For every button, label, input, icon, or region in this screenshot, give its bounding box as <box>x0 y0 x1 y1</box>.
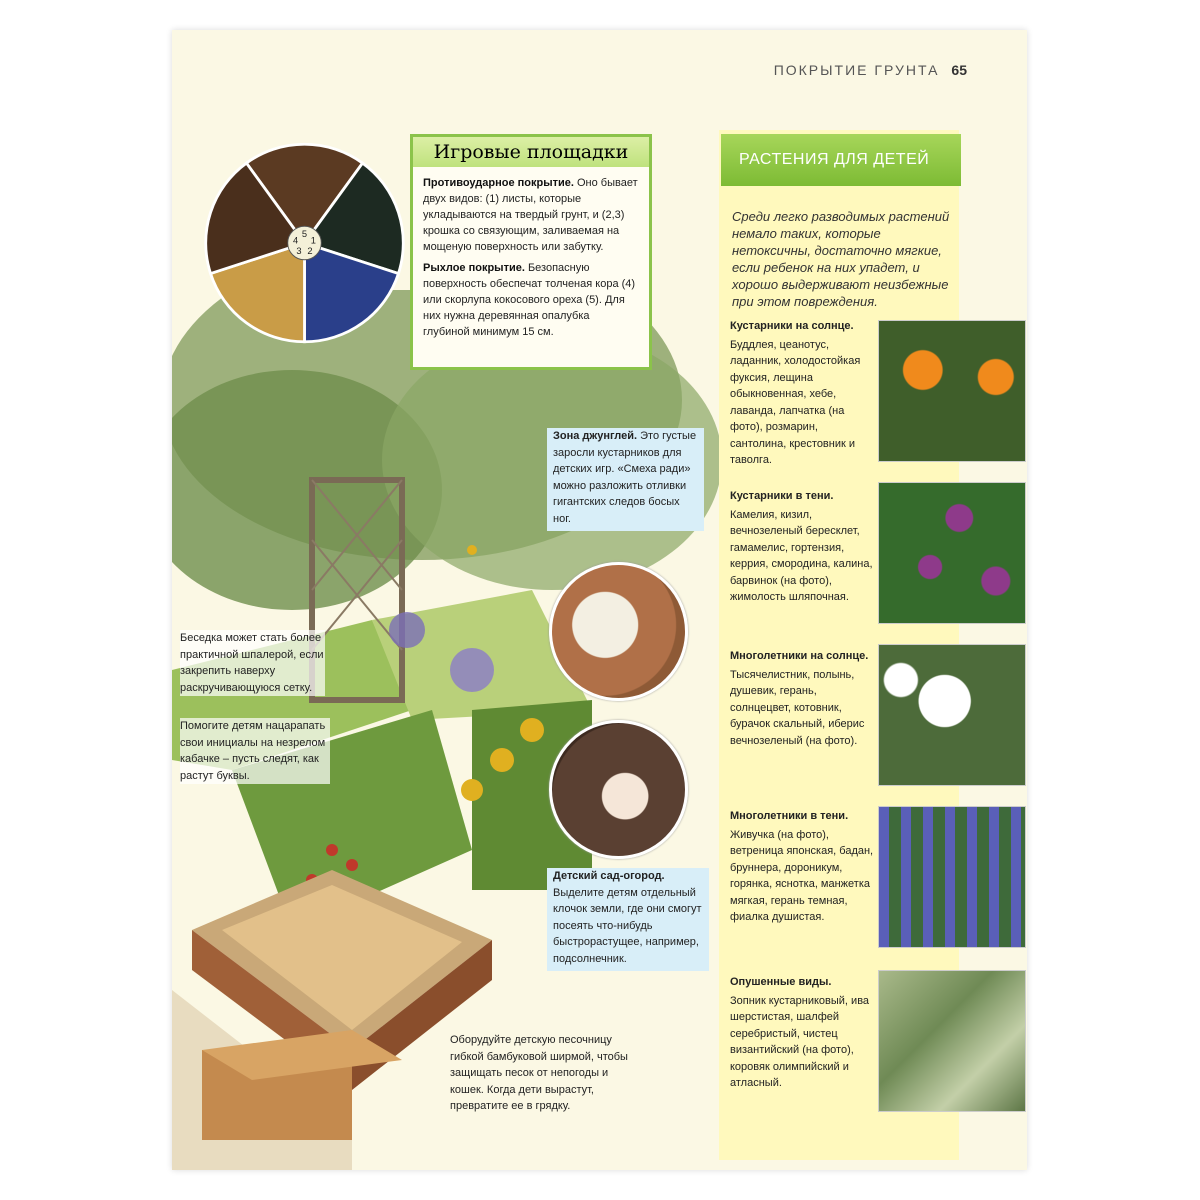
plant-group-heading: Многолетники в тени. <box>730 810 849 822</box>
loose-surface-paragraph <box>423 260 639 340</box>
garden-text: Выделите детям отдельный клочок земли, где они смогут посеять что-нибудь быстрорастущее, например, подсолнечник. <box>553 886 702 965</box>
plant-group-text: Зопник кустарниковый, ива шерстистая, шалфей серебристый, чистец византийский (на фото), коровяк олимпийский и атласный. <box>730 994 870 1089</box>
pie-sector-label: 1 <box>310 235 316 246</box>
periwinkle-photo <box>878 482 1026 624</box>
plant-group-downy <box>730 974 875 1092</box>
plant-group-sun-perennials <box>730 648 875 749</box>
playground-info-box <box>410 134 652 370</box>
section-title: ПОКРЫТИЕ ГРУНТА <box>773 62 940 78</box>
playground-title: Игровые площадки <box>413 137 649 167</box>
kids-garden-callout <box>547 868 709 971</box>
plant-group-text: Камелия, кизил, вечнозеленый бересклет, гамамелис, гортензия, керрия, смородина, калина, барвинок (на фото), жимолость шляпочная. <box>730 508 873 603</box>
sandbox-note: Оборудуйте детскую песочницу гибкой бамбуковой ширмой, чтобы защищать песок от непогоды и кошек. Когда дети вырастут, превратите ее в грядку. <box>450 1034 628 1112</box>
impact-surface-heading: Противоударное покрытие. <box>423 177 574 189</box>
loose-surface-text: Безопасную поверхность обеспечат толченая кора (4) или скорлупа кокосового ореха (5). Для них нужна деревянная опалубка глубиной минимум 15 см. <box>423 262 636 338</box>
plant-group-heading: Опушенные виды. <box>730 976 832 988</box>
pie-sector-label: 3 <box>296 245 302 256</box>
running-header <box>774 62 967 78</box>
plant-group-text: Буддлея, цеанотус, ладанник, холодостойкая фуксия, лещина обыкновенная, хебе, лаванда, лапчатка (на фото), розмарин, сантолина, крестовник и таволга. <box>730 338 861 466</box>
jungle-text: Это густые заросли кустарников для детских игр. «Смеха ради» можно разложить отливки гигантских следов босых ног. <box>553 430 697 525</box>
potentilla-photo <box>878 320 1026 462</box>
jungle-heading: Зона джунглей. <box>553 430 638 442</box>
pie-sector-label: 2 <box>307 245 313 256</box>
lambs-ear-photo <box>878 970 1026 1112</box>
plant-group-shade-perennials <box>730 808 875 926</box>
impact-surface-text: Оно бывает двух видов: (1) листы, которые укладываются на твердый грунт, и (2,3) крошка со связующим, заливаемая на мощеную поверхность или забутку. <box>423 177 638 253</box>
jungle-zone-callout <box>547 428 704 531</box>
plant-group-text: Живучка (на фото), ветреница японская, бадан, бруннера, дороникум, горянка, яснотка, манжетка мягкая, герань темная, фиалка душистая. <box>730 828 874 923</box>
page-number: 65 <box>951 62 967 78</box>
plant-group-sun-shrubs <box>730 318 875 469</box>
surface-pie-diagram <box>202 133 407 353</box>
sidebar-title: РАСТЕНИЯ ДЛЯ ДЕТЕЙ <box>721 134 961 186</box>
plant-group-heading: Многолетники на солнце. <box>730 650 869 662</box>
garden-heading: Детский сад-огород. <box>553 870 665 882</box>
pie-sector-label: 4 <box>293 235 299 246</box>
plant-group-shade-shrubs <box>730 488 875 606</box>
pie-sector-label: 5 <box>301 228 308 239</box>
bugle-photo <box>878 806 1026 948</box>
squash-note: Помогите детям нацарапать свои инициалы на незрелом кабачке – пусть следят, как растут буквы. <box>180 718 330 784</box>
footprint-cast-photo <box>549 562 688 701</box>
arbor-note: Беседка может стать более практичной шпалерой, если закрепить наверху раскручивающуюся сетку. <box>180 630 325 696</box>
impact-surface-paragraph <box>423 175 639 255</box>
sidebar-intro: Среди легко разводимых растений немало таких, которые нетоксичны, достаточно мягкие, если ребенок на них упадет, и хорошо выдерживают неизбежные при этом повреждения. <box>732 209 950 309</box>
iberis-photo <box>878 644 1026 786</box>
book-page <box>172 30 1027 1170</box>
loose-surface-heading: Рыхлое покрытие. <box>423 262 525 274</box>
plant-group-heading: Кустарники на солнце. <box>730 320 854 332</box>
seed-sowing-photo <box>549 720 688 859</box>
plant-group-text: Тысячелистник, полынь, душевик, герань, солнцецвет, котовник, бурачок скальный, иберис вечнозеленый (на фото). <box>730 668 865 747</box>
plant-group-heading: Кустарники в тени. <box>730 490 834 502</box>
